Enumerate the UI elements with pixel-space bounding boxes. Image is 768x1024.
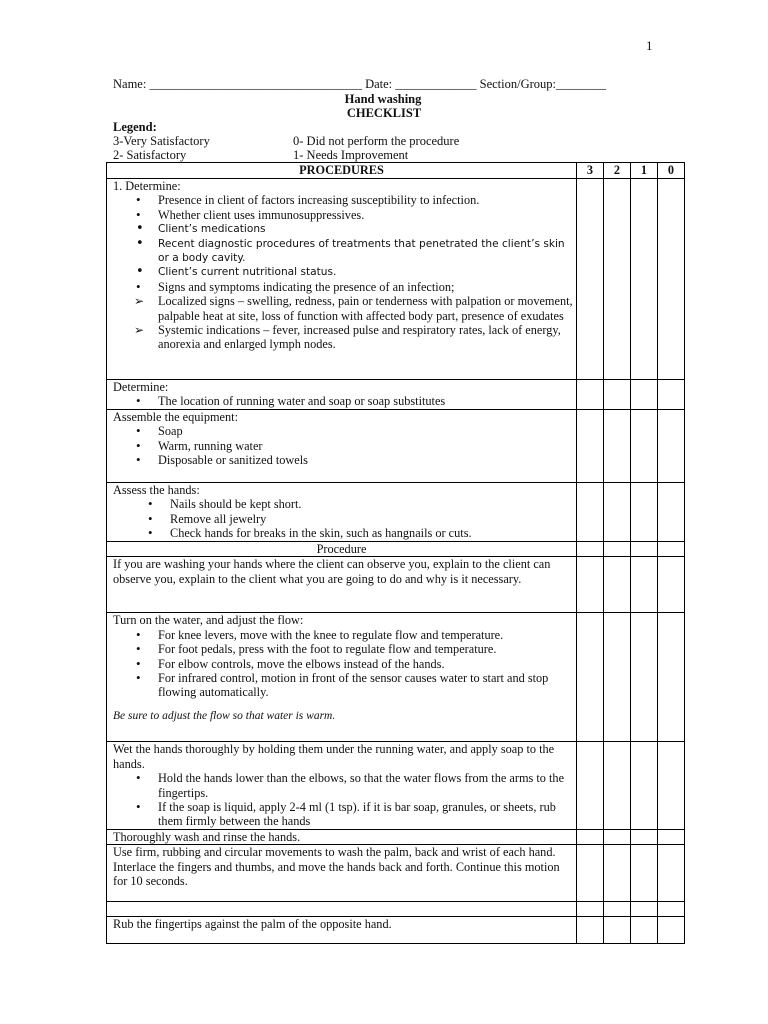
score-checkbox-cell[interactable] xyxy=(577,380,604,410)
legend-row xyxy=(113,148,459,162)
score-checkbox-cell[interactable] xyxy=(577,742,604,829)
score-checkbox-cell[interactable] xyxy=(658,542,685,557)
table-row xyxy=(107,483,685,542)
score-checkbox-cell[interactable] xyxy=(658,829,685,844)
procedure-cell: Use firm, rubbing and circular movements to wash the palm, back and wrist of each hand. Interlace the fingers and thumbs, and move the hands back and forth. Continue this motion for 10 seconds. xyxy=(107,845,577,902)
list-item: • Check hands for breaks in the skin, such as hangnails or cuts. xyxy=(170,526,576,540)
list-item: • Signs and symptoms indicating the presence of an infection; xyxy=(158,280,576,294)
table-row xyxy=(107,917,685,944)
procedure-cell xyxy=(107,742,577,829)
score-checkbox-cell[interactable] xyxy=(631,179,658,380)
score-checkbox-cell[interactable] xyxy=(604,917,631,944)
table-row xyxy=(107,902,685,917)
table-row xyxy=(107,179,685,380)
step-heading: Wet the hands thoroughly by holding them under the running water, and apply soap to the hands. xyxy=(113,742,555,771)
list-item: • Recent diagnostic procedures of treatments that penetrated the client’s skin or a body cavity. xyxy=(158,237,576,266)
score-checkbox-cell[interactable] xyxy=(631,557,658,613)
score-checkbox-cell[interactable] xyxy=(577,829,604,844)
list-item: • Hold the hands lower than the elbows, so that the water flows from the arms to the fingertips. xyxy=(158,771,576,800)
list-item: • Remove all jewelry xyxy=(170,512,576,526)
score-checkbox-cell[interactable] xyxy=(577,542,604,557)
legend-item: 3-Very Satisfactory xyxy=(113,134,210,148)
score-checkbox-cell[interactable] xyxy=(604,613,631,742)
procedure-cell xyxy=(107,613,577,742)
legend-heading: Legend: xyxy=(113,120,157,134)
list-item: • Client’s current nutritional status. xyxy=(158,265,576,279)
procedure-cell xyxy=(107,380,577,410)
score-checkbox-cell[interactable] xyxy=(658,483,685,542)
column-header-procedures: PROCEDURES xyxy=(107,163,577,179)
list-item: • Nails should be kept short. xyxy=(170,497,576,511)
score-checkbox-cell[interactable] xyxy=(631,829,658,844)
score-checkbox-cell[interactable] xyxy=(604,410,631,483)
score-checkbox-cell[interactable] xyxy=(658,845,685,902)
score-checkbox-cell[interactable] xyxy=(631,917,658,944)
score-checkbox-cell[interactable] xyxy=(577,483,604,542)
procedure-section-heading: Procedure xyxy=(107,542,577,557)
score-checkbox-cell[interactable] xyxy=(631,613,658,742)
procedure-cell xyxy=(107,902,577,917)
table-row xyxy=(107,742,685,829)
legend xyxy=(113,120,459,162)
score-checkbox-cell[interactable] xyxy=(631,845,658,902)
score-checkbox-cell[interactable] xyxy=(604,557,631,613)
procedure-cell xyxy=(107,179,577,380)
bullet-list xyxy=(113,394,576,408)
step-heading: Assess the hands: xyxy=(113,483,200,497)
list-item: • Whether client uses immunosuppressives. xyxy=(158,208,576,222)
document-subtitle: CHECKLIST xyxy=(346,106,422,120)
name-date-section-line: Name: __________________________________ Date: _____________ Section/Group:________ xyxy=(113,77,607,91)
column-header-score-0: 0 xyxy=(658,163,685,179)
score-checkbox-cell[interactable] xyxy=(577,410,604,483)
table-row xyxy=(107,380,685,410)
step-heading: Determine: xyxy=(113,380,169,394)
score-checkbox-cell[interactable] xyxy=(604,483,631,542)
legend-item: 2- Satisfactory xyxy=(113,148,187,162)
score-checkbox-cell[interactable] xyxy=(604,902,631,917)
score-checkbox-cell[interactable] xyxy=(631,742,658,829)
table-row xyxy=(107,845,685,902)
list-item: • For infrared control, motion in front of the sensor causes water to start and stop flowing automatically. xyxy=(158,671,576,700)
list-item: • Soap xyxy=(158,424,576,438)
score-checkbox-cell[interactable] xyxy=(604,542,631,557)
document-title: Hand washing xyxy=(344,92,422,106)
page-number: 1 xyxy=(646,38,653,53)
legend-item: 0- Did not perform the procedure xyxy=(293,134,460,148)
legend-row xyxy=(113,134,459,148)
score-checkbox-cell[interactable] xyxy=(658,742,685,829)
score-checkbox-cell[interactable] xyxy=(604,380,631,410)
step-heading: 1. Determine: xyxy=(113,179,181,193)
score-checkbox-cell[interactable] xyxy=(577,613,604,742)
list-item: • Disposable or sanitized towels xyxy=(158,453,576,467)
column-header-score-1: 1 xyxy=(631,163,658,179)
score-checkbox-cell[interactable] xyxy=(631,542,658,557)
list-item: • For knee levers, move with the knee to regulate flow and temperature. xyxy=(158,628,576,642)
step-heading: Assemble the equipment: xyxy=(113,410,238,424)
column-header-score-3: 3 xyxy=(577,163,604,179)
score-checkbox-cell[interactable] xyxy=(658,380,685,410)
score-checkbox-cell[interactable] xyxy=(658,902,685,917)
bullet-list xyxy=(113,193,576,351)
legend-item: 1- Needs Improvement xyxy=(293,148,409,162)
score-checkbox-cell[interactable] xyxy=(604,742,631,829)
procedure-cell: If you are washing your hands where the client can observe you, explain to the client can observe you, explain to the client what you are going to do and why is it necessary. xyxy=(107,557,577,613)
list-item: • Presence in client of factors increasing susceptibility to infection. xyxy=(158,193,576,207)
list-item: • Client’s medications xyxy=(158,222,576,236)
score-checkbox-cell[interactable] xyxy=(631,902,658,917)
score-checkbox-cell[interactable] xyxy=(604,829,631,844)
score-checkbox-cell[interactable] xyxy=(631,380,658,410)
bullet-list xyxy=(113,771,576,829)
score-checkbox-cell[interactable] xyxy=(604,845,631,902)
procedure-cell xyxy=(107,483,577,542)
score-checkbox-cell[interactable] xyxy=(577,917,604,944)
score-checkbox-cell[interactable] xyxy=(631,483,658,542)
table-row xyxy=(107,613,685,742)
procedure-cell: Rub the fingertips against the palm of the opposite hand. xyxy=(107,917,577,944)
column-header-score-2: 2 xyxy=(604,163,631,179)
score-checkbox-cell[interactable] xyxy=(631,410,658,483)
score-checkbox-cell[interactable] xyxy=(604,179,631,380)
score-checkbox-cell[interactable] xyxy=(577,845,604,902)
checklist-table xyxy=(106,162,685,944)
list-item: • Warm, running water xyxy=(158,439,576,453)
score-checkbox-cell[interactable] xyxy=(658,557,685,613)
procedure-cell: Thoroughly wash and rinse the hands. xyxy=(107,829,577,844)
list-item: • The location of running water and soap or soap substitutes xyxy=(158,394,576,408)
step-note: Be sure to adjust the flow so that water is warm. xyxy=(113,709,336,722)
score-checkbox-cell[interactable] xyxy=(658,179,685,380)
table-row xyxy=(107,410,685,483)
list-item: • For foot pedals, press with the foot to regulate flow and temperature. xyxy=(158,642,576,656)
bullet-list xyxy=(113,424,576,467)
bullet-list xyxy=(113,628,576,700)
table-row xyxy=(107,829,685,844)
table-header-row xyxy=(107,163,685,179)
score-checkbox-cell[interactable] xyxy=(658,917,685,944)
score-checkbox-cell[interactable] xyxy=(577,557,604,613)
list-item: • If the soap is liquid, apply 2-4 ml (1 tsp). if it is bar soap, granules, or sheets, rub them firmly between the hands xyxy=(158,800,576,829)
list-item: • For elbow controls, move the elbows instead of the hands. xyxy=(158,657,576,671)
score-checkbox-cell[interactable] xyxy=(577,179,604,380)
table-row xyxy=(107,542,685,557)
list-item: ➢ Localized signs – swelling, redness, pain or tenderness with palpation or movement, palpable heat at site, loss of function with affected body part, presence of exudates xyxy=(158,294,576,323)
procedure-cell xyxy=(107,410,577,483)
score-checkbox-cell[interactable] xyxy=(658,613,685,742)
table-row xyxy=(107,557,685,613)
step-heading: Turn on the water, and adjust the flow: xyxy=(113,613,304,628)
bullet-list xyxy=(113,497,576,540)
list-item: ➢ Systemic indications – fever, increased pulse and respiratory rates, lack of energy, anorexia and enlarged lymph nodes. xyxy=(158,323,576,352)
score-checkbox-cell[interactable] xyxy=(658,410,685,483)
score-checkbox-cell[interactable] xyxy=(577,902,604,917)
